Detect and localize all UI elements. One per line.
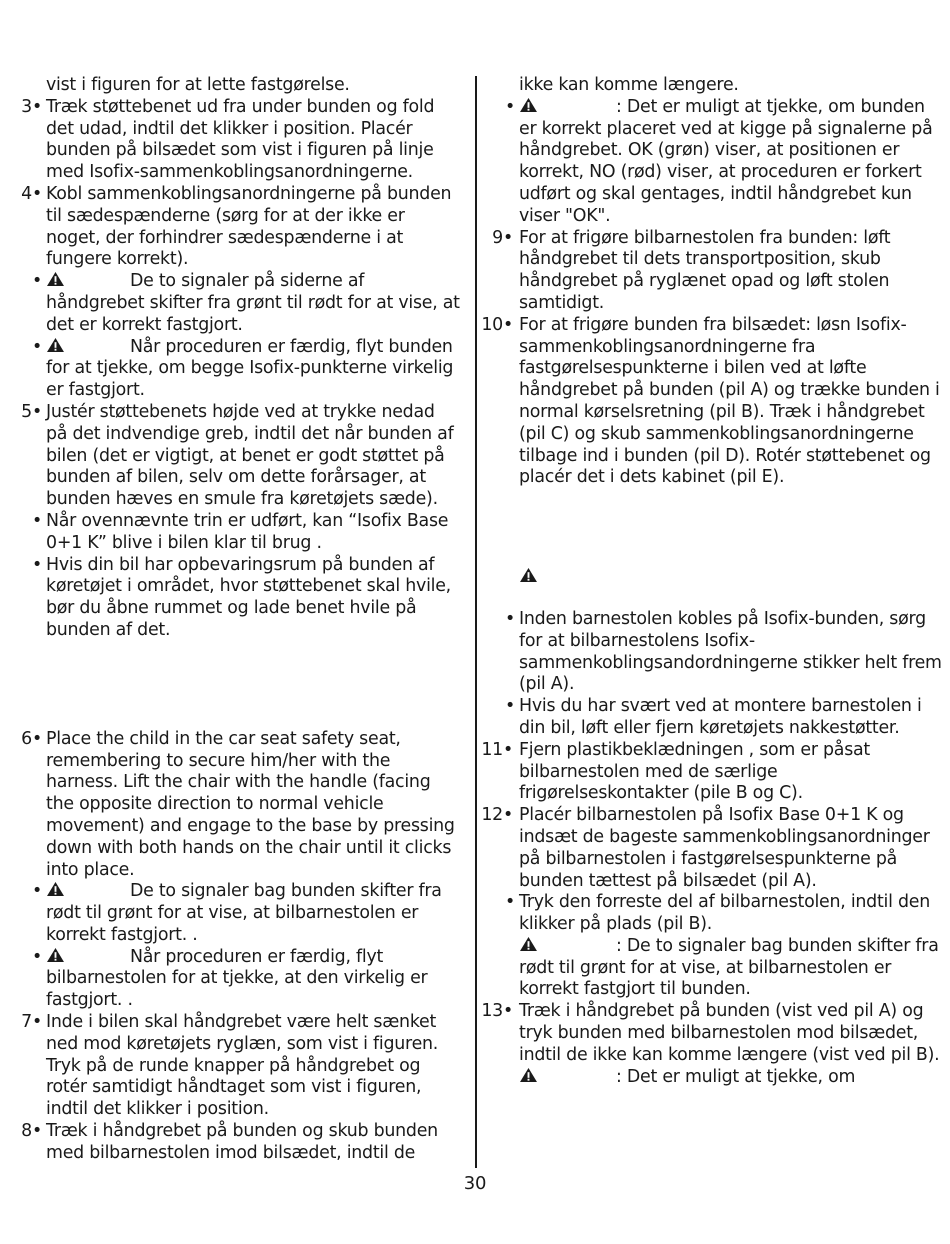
step-6 <box>20 729 460 882</box>
step-9 <box>493 228 945 315</box>
bullet: • <box>31 510 42 531</box>
step-number: 12• <box>481 805 513 826</box>
step-text: Træk i håndgrebet på bunden og skub bunden med bilbarnestolen imod bilsædet, indtil de <box>46 1121 438 1163</box>
warning-heading <box>493 567 945 589</box>
bullet: • <box>31 881 42 902</box>
step-number: 13• <box>481 1001 513 1022</box>
bullet: • <box>504 892 515 913</box>
warning-triangle-icon <box>46 881 65 897</box>
bullet-item <box>493 892 945 936</box>
warning-triangle-icon <box>46 337 65 353</box>
warning-triangle-icon <box>519 97 538 113</box>
step-text: Kobl sammenkoblingsanordningerne på bunden til sædespænderne (sørg for at der ikke er noget, der forhindrer sædespænderne i at fungere korrekt). <box>46 183 452 270</box>
warning-triangle-icon <box>519 936 538 952</box>
bullet-item <box>20 511 460 555</box>
bullet: • <box>504 96 515 117</box>
bullet-text: Inden barnestolen kobles på Isofix-bunden, sørg for at bilbarnestolens Isofix-sammenkoblingsandordningerne stikker helt frem (pil A). <box>519 608 942 695</box>
warning-text: : De to signaler bag bunden skifter fra rødt til grønt for at vise, at bilbarnestolen er korrekt fastgjort til bunden. <box>519 935 939 1000</box>
bullet: • <box>504 608 515 629</box>
step-8 <box>20 1121 460 1165</box>
bullet: • <box>504 696 515 717</box>
step-number: 5• <box>21 401 42 422</box>
step-number: 9• <box>492 227 513 248</box>
step-number: 3• <box>21 96 42 117</box>
bullet-item <box>493 696 945 740</box>
bullet: • <box>31 271 42 292</box>
warning-triangle-icon <box>519 1067 538 1083</box>
warning-text: : Det er muligt at tjekke, om <box>616 1066 856 1087</box>
step-4 <box>20 184 460 271</box>
warning-item <box>20 947 460 1012</box>
bullet-text: Når ovennævnte trin er udført, kan “Isofix Base 0+1 K” blive i bilen klar til brug . <box>46 510 449 553</box>
step-text: For at frigøre bilbarnestolen fra bunden: løft håndgrebet til dets transportposition, skub håndgrebet på ryglænet opad og løft stolen samtidigt. <box>519 227 891 313</box>
warning-text: Når proceduren er færdig, flyt bilbarnestolen for at tjekke, at den virkelig er fastgjort. . <box>46 946 428 1011</box>
step-number: 8• <box>21 1121 42 1142</box>
step-text: Fjern plastikbeklædningen , som er påsat bilbarnestolen med de særlige frigørelseskontakter (pile B og C). <box>519 739 870 804</box>
page-number: 30 <box>463 1173 487 1194</box>
step-3 <box>20 97 460 184</box>
step-text: Placér bilbarnestolen på Isofix Base 0+1 K og indsæt de bageste sammenkoblingsanordninger på bilbarnestolen i fastgørelsespunkterne på bunden tættest på bilsædet (pil A). <box>519 805 930 891</box>
warning-note <box>493 936 945 1001</box>
column-divider <box>475 76 477 1168</box>
paragraph-continuation: vist i figuren for at lette fastgørelse. <box>46 75 350 95</box>
step-text: Træk støttebenet ud fra under bunden og fold det udad, indtil det klikker i position. Placér bunden på bilsædet som vist i figuren på linje med Isofix-sammenkoblingsanordningerne. <box>46 96 435 183</box>
step-number: 6• <box>21 728 42 749</box>
step-11 <box>481 739 945 805</box>
warning-text: : Det er muligt at tjekke, om bunden er korrekt placeret ved at kigge på signalerne på håndgrebet. OK (grøn) viser, at positionen er korrekt, NO (rød) viser, at proceduren er forkert udført og skal gentages, indtil håndgrebet kun viser "OK". <box>519 96 933 226</box>
step-text: Inde i bilen skal håndgrebet være helt sænket ned mod køretøjets ryglæn, som vist i figuren. Tryk på de runde knapper på håndgrebet og rotér samtidigt håndtaget som vist i figuren, indtil det klikker i position. <box>46 1012 439 1120</box>
step-number: 7• <box>21 1012 42 1033</box>
step-10 <box>481 314 945 489</box>
warning-item <box>20 337 460 402</box>
left-column <box>20 75 460 1165</box>
step-text: For at frigøre bunden fra bilsædet: løsn Isofix-sammenkoblingsanordningerne fra fastgørelsespunkterne i bilen ved at løfte håndgrebet på bunden (pil A) og trække bunden i normal kørselsretning (pil B). Træk i håndgrebet (pil C) og skub sammenkoblingsanordningerne tilbage ind i bunden (pil D). Rotér støttebenet og placér det i dets kabinet (pil E). <box>519 314 940 488</box>
paragraph-continuation: ikke kan komme længere. <box>519 75 739 95</box>
warning-text: Når proceduren er færdig, flyt bunden for at tjekke, om begge Isofix-punkterne virkelig er fastgjort. <box>46 336 454 401</box>
bullet: • <box>31 554 42 575</box>
warning-text: De to signaler på siderne af håndgrebet skifter fra grønt til rødt for at vise, at det er korrekt fastgjort. <box>46 271 460 335</box>
warning-triangle-icon <box>519 567 538 583</box>
step-number: 10• <box>481 314 513 335</box>
step-7 <box>20 1012 460 1121</box>
bullet-text: Tryk den forreste del af bilbarnestolen, indtil den klikker på plads (pil B). <box>519 892 930 935</box>
warning-item <box>20 881 460 946</box>
warning-triangle-icon <box>46 947 65 963</box>
right-column <box>481 75 945 1088</box>
warning-note <box>493 1067 945 1089</box>
warning-text: De to signaler bag bunden skifter fra rødt til grønt for at vise, at bilbarnestolen er korrekt fastgjort. . <box>46 881 442 945</box>
step-5 <box>20 402 460 511</box>
warning-item <box>20 271 460 336</box>
warning-triangle-icon <box>46 271 65 287</box>
step-text: Træk i håndgrebet på bunden (vist ved pil A) og tryk bunden med bilbarnestolen mod bilsædet, indtil de ikke kan komme længere (vist ved pil B). <box>519 1001 940 1065</box>
step-13 <box>481 1001 945 1066</box>
bullet-text: Hvis du har svært ved at montere barnestolen i din bil, løft eller fjern køretøjets nakkestøtter. <box>519 696 922 738</box>
bullet-item <box>493 609 945 696</box>
warning-item <box>493 97 945 228</box>
step-text: Place the child in the car seat safety seat, remembering to secure him/her with the harness. Lift the chair with the handle (facing the opposite direction to normal vehicle movement) and engage to the base by pressing down with both hands on the chair until it clicks into place. <box>46 728 455 880</box>
step-text: Justér støttebenets højde ved at trykke nedad på det indvendige greb, indtil det når bunden af bilen (det er vigtigt, at benet er godt støttet på bunden af bilen, selv om dette forårsager, at bunden hæves en smule fra køretøjets sæde). <box>46 401 454 510</box>
bullet: • <box>31 336 42 357</box>
step-12 <box>481 805 945 892</box>
step-number: 4• <box>21 183 42 204</box>
step-number: 11• <box>481 739 513 760</box>
bullet: • <box>31 946 42 967</box>
bullet-item <box>20 555 460 642</box>
bullet-text: Hvis din bil har opbevaringsrum på bunden af køretøjet i området, hvor støttebenet skal hvile, bør du åbne rummet og lade benet hvile på bunden af det. <box>46 554 451 640</box>
